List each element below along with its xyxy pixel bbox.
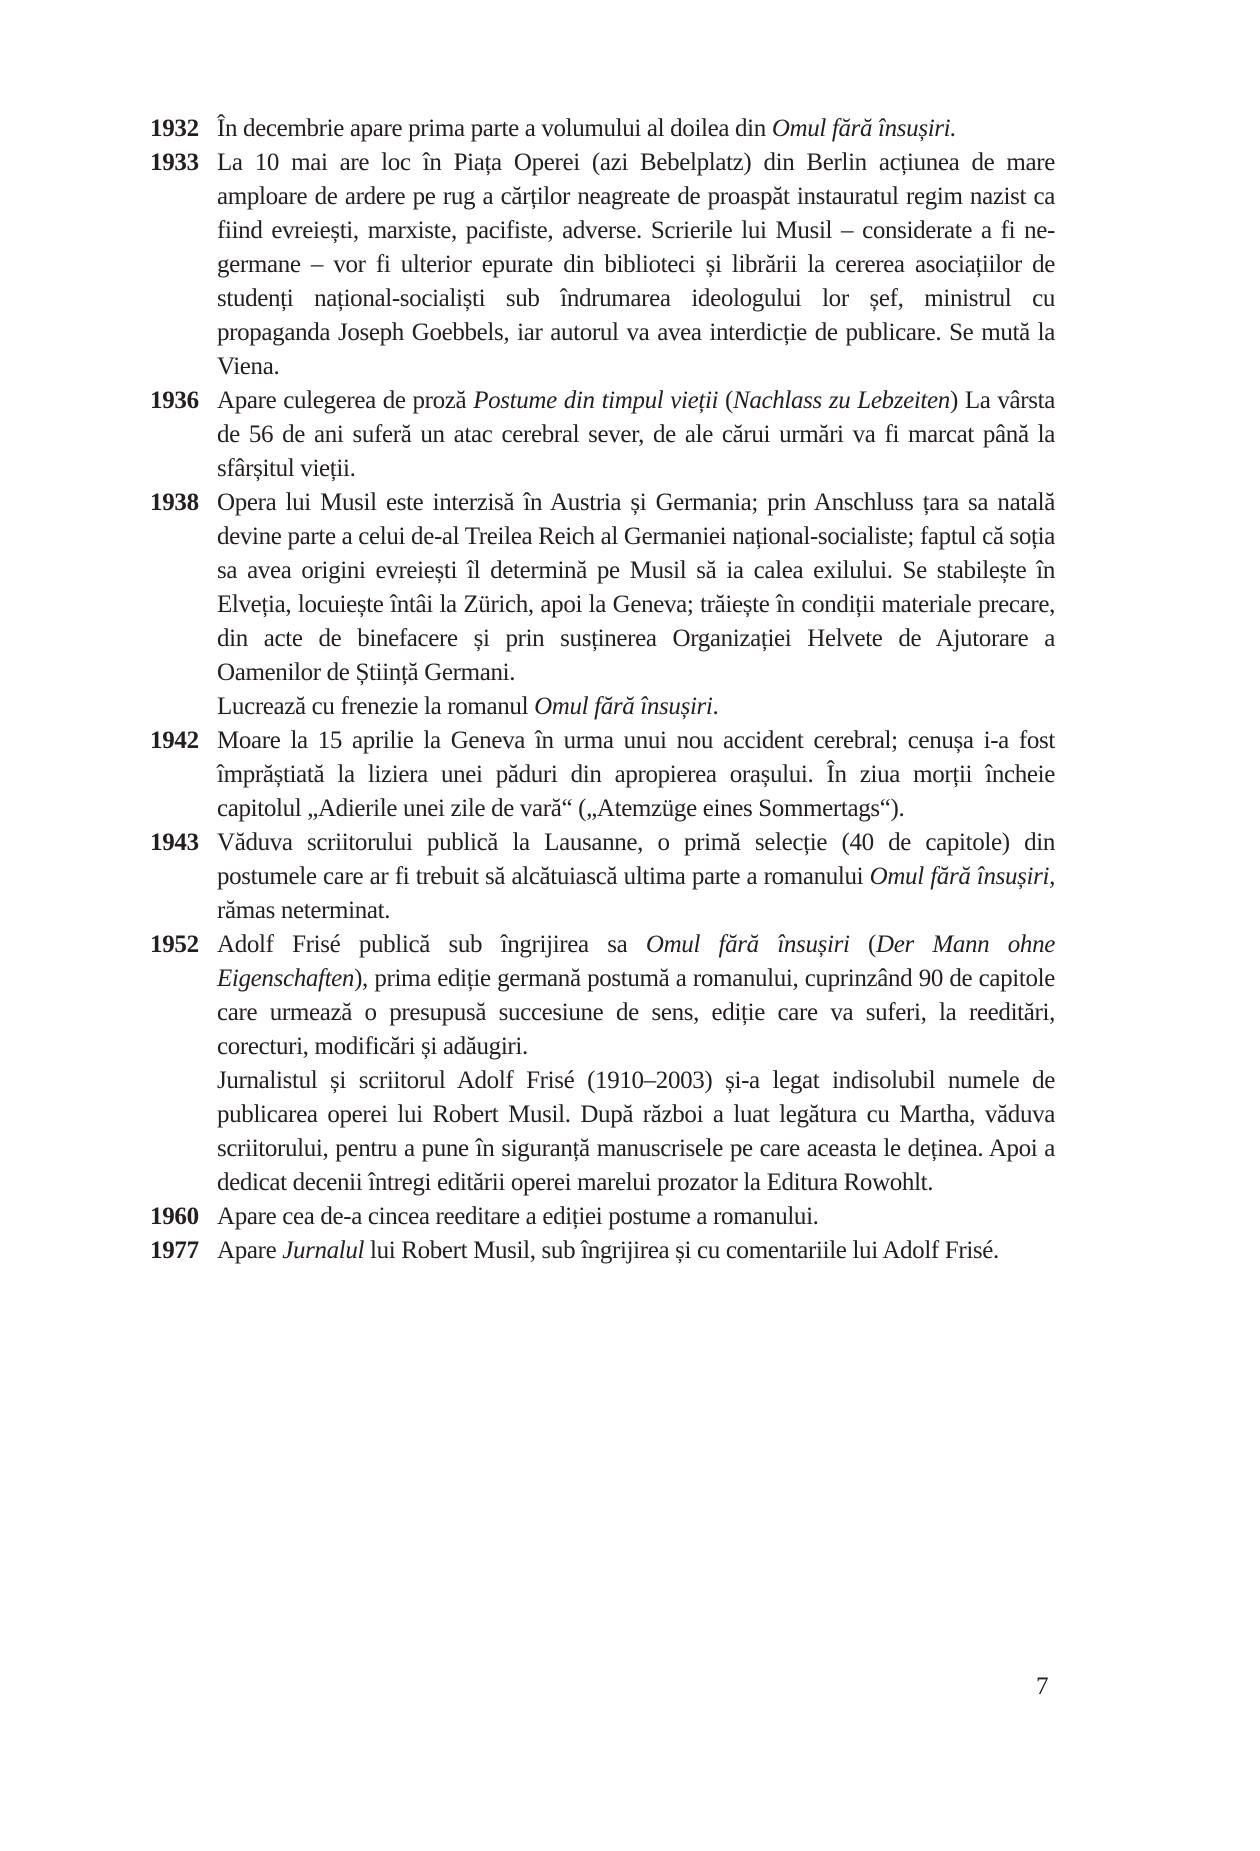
text-run: Jurnalistul și scriitorul Adolf Frisé (1910–2003) și-a legat indisolubil numele de publicarea operei lui Robert Musil. După război a luat legătura cu Martha, văduva scriitorului, pentru a pune în siguranță manuscrisele pe care aceasta le deținea. Apoi a dedicat decenii întregi editării operei marelui prozator la Editura Rowohlt.	[217, 1067, 1055, 1196]
text-run: Văduva scriitorului publică la Lausanne, o primă selecție (40 de capitole) din postumele care ar fi trebuit să alcătuiască ultima parte a romanului	[217, 829, 1055, 890]
entry-paragraph	[217, 1064, 1055, 1200]
text-run: Adolf Frisé publică sub îngrijirea sa	[217, 931, 646, 958]
entry-year: 1936	[150, 387, 199, 414]
chronology-entry-1960	[150, 1200, 1055, 1234]
italic-title: Jurnalul	[282, 1237, 365, 1264]
chronology-entry-1932	[150, 112, 1055, 146]
text-run: ), prima ediție germană postumă a romanului, cuprinzând 90 de capitole care urmează o presupusă succesiune de sens, ediție care va suferi, la reeditări, corecturi, modificări și adăugiri.	[217, 965, 1055, 1060]
italic-title: Omul fără însușiri	[645, 931, 850, 958]
entry-paragraph	[217, 112, 1055, 146]
entry-paragraph	[217, 724, 1055, 826]
italic-title: Omul fără însușiri,	[869, 863, 1056, 890]
entry-year: 1938	[150, 489, 199, 516]
entry-year: 1943	[150, 829, 199, 856]
entry-paragraph	[217, 1234, 1055, 1268]
entry-text	[217, 724, 1055, 826]
text-run: Apare culegerea de proză	[217, 387, 474, 414]
italic-title: Nachlass zu Lebzeiten	[733, 387, 950, 414]
text-run: .	[712, 693, 719, 720]
text-run: ) La vârsta de 56 de ani suferă un atac cerebral sever, de ale cărui urmări va fi marcat până la sfârșitul vieții.	[217, 387, 1055, 482]
entry-paragraph	[217, 146, 1055, 384]
entry-year: 1932	[150, 115, 199, 142]
chronology-entry-1942	[150, 724, 1055, 826]
entry-text	[217, 384, 1055, 486]
entry-paragraph	[217, 384, 1055, 486]
text-run: Moare la 15 aprilie la Geneva în urma unui nou accident cerebral; cenușa i-a fost împrăștiată la liziera unei păduri din apropierea orașului. În ziua morții încheie capitolul „Adierile unei zile de vară“ („Atemzüge eines Sommertags“).	[217, 727, 1055, 822]
entry-text	[217, 1234, 1055, 1268]
page-number: 7	[1036, 1673, 1049, 1700]
text-run: Lucrează cu frenezie la romanul	[217, 693, 535, 720]
chronology-entry-1936	[150, 384, 1055, 486]
italic-title: Omul fără însușiri.	[771, 115, 957, 142]
text-run: (	[718, 387, 734, 414]
entry-text	[217, 112, 1055, 146]
entry-text	[217, 826, 1055, 928]
entry-paragraph	[217, 928, 1055, 1064]
entry-text	[217, 928, 1055, 1200]
entry-paragraph	[217, 1200, 1055, 1234]
text-run: Apare cea de-a cincea reeditare a ediției postume a romanului.	[217, 1203, 819, 1230]
entry-text	[217, 146, 1055, 384]
entry-paragraph	[217, 690, 1055, 724]
chronology-entry-1977	[150, 1234, 1055, 1268]
entry-year: 1977	[150, 1237, 199, 1264]
entry-year: 1952	[150, 931, 199, 958]
chronology-entry-1943	[150, 826, 1055, 928]
italic-title: Omul fără însușiri	[534, 693, 713, 720]
text-run: (	[849, 931, 877, 958]
text-run: lui Robert Musil, sub îngrijirea și cu comentariile lui Adolf Frisé.	[364, 1237, 999, 1264]
text-run: La 10 mai are loc în Piața Operei (azi Bebelplatz) din Berlin acțiunea de mare amploare de ardere pe rug a cărților neagreate de proaspăt instauratul regim nazist ca fiind evreiești, marxiste, pacifiste, adverse. Scrierile lui Musil – considerate a fi ne-germane – vor fi ulterior epurate din biblioteci și librării la cererea asociațiilor de studenți național-socialiști sub îndrumarea ideologului lor șef, ministrul cu propaganda Joseph Goebbels, iar autorul va avea interdicție de publicare. Se mută la Viena.	[217, 149, 1055, 380]
entry-text	[217, 1200, 1055, 1234]
chronology-list	[150, 112, 1055, 1268]
entry-year: 1942	[150, 727, 199, 754]
chronology-entry-1938	[150, 486, 1055, 724]
text-run: rămas neterminat.	[217, 897, 391, 924]
entry-paragraph	[217, 486, 1055, 690]
entry-paragraph	[217, 826, 1055, 928]
chronology-entry-1933	[150, 146, 1055, 384]
text-run: În decembrie apare prima parte a volumului al doilea din	[217, 115, 772, 142]
chronology-page	[150, 112, 1055, 1268]
italic-title: Postume din timpul vieții	[473, 387, 719, 414]
entry-text	[217, 486, 1055, 724]
text-run: Apare	[217, 1237, 283, 1264]
text-run: Opera lui Musil este interzisă în Austria și Germania; prin Anschluss țara sa natală devine parte a celui de-al Treilea Reich al Germaniei național-socialiste; faptul că soția sa avea origini evreiești îl determină pe Musil să ia calea exilului. Se stabilește în Elveția, locuiește întâi la Zürich, apoi la Geneva; trăiește în condiții materiale precare, din acte de binefacere și prin susținerea Organizației Helvete de Ajutorare a Oamenilor de Știință Germani.	[217, 489, 1055, 686]
chronology-entry-1952	[150, 928, 1055, 1200]
italic-title: Der Mann ohne Eigenschaften	[217, 931, 1055, 992]
entry-year: 1960	[150, 1203, 199, 1230]
entry-year: 1933	[150, 149, 199, 176]
